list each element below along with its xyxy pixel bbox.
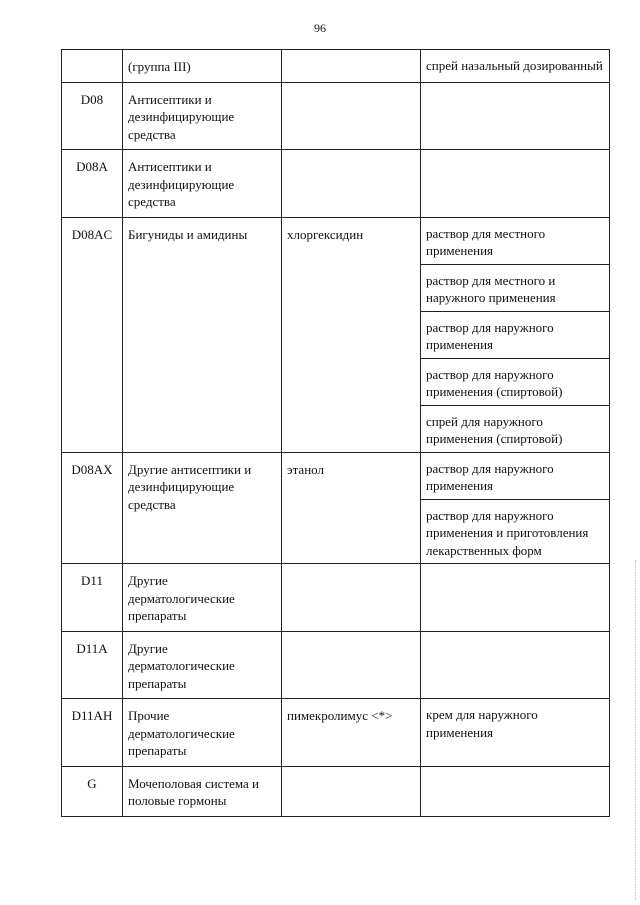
table-row	[62, 150, 610, 218]
atc-code-cell: D11AH	[62, 699, 123, 767]
atc-code-cell	[62, 50, 123, 83]
drug-classification-table	[61, 49, 610, 817]
dosage-form-cell	[421, 564, 610, 632]
group-name-cell: Мочеполовая система и половые гормоны	[123, 766, 282, 816]
atc-code-cell: D11A	[62, 631, 123, 699]
group-name-cell: (группа III)	[123, 50, 282, 83]
group-name-cell: Другие антисептики и дезинфицирующие средства	[123, 452, 282, 564]
dosage-form-cell: раствор для наружного применения	[421, 452, 610, 499]
dosage-form-cell: раствор для наружного применения (спиртовой)	[421, 358, 610, 405]
table-row	[62, 699, 610, 767]
atc-code-cell: D08A	[62, 150, 123, 218]
drug-name-cell	[282, 150, 421, 218]
table-row	[62, 217, 610, 264]
atc-code-cell: G	[62, 766, 123, 816]
dosage-form-cell: крем для наружного применения	[421, 699, 610, 767]
drug-name-cell	[282, 766, 421, 816]
dosage-form-cell: спрей для наружного применения (спиртовой)	[421, 405, 610, 452]
dosage-form-cell: спрей назальный дозированный	[421, 50, 610, 83]
atc-code-cell: D08	[62, 82, 123, 150]
scan-edge-mark	[635, 560, 638, 900]
group-name-cell: Другие дерматологические препараты	[123, 631, 282, 699]
group-name-cell: Прочие дерматологические препараты	[123, 699, 282, 767]
dosage-form-cell	[421, 631, 610, 699]
drug-name-cell	[282, 82, 421, 150]
group-name-cell: Другие дерматологические препараты	[123, 564, 282, 632]
atc-code-cell: D08AC	[62, 217, 123, 452]
dosage-form-cell: раствор для местного и наружного применения	[421, 264, 610, 311]
dosage-form-cell: раствор для наружного применения и приготовления лекарственных форм	[421, 499, 610, 564]
dosage-form-cell	[421, 766, 610, 816]
drug-name-cell: этанол	[282, 452, 421, 564]
table-row	[62, 564, 610, 632]
table-row	[62, 766, 610, 816]
page-number: 96	[314, 21, 326, 35]
group-name-cell: Антисептики и дезинфицирующие средства	[123, 150, 282, 218]
drug-name-cell	[282, 564, 421, 632]
group-name-cell: Бигуниды и амидины	[123, 217, 282, 452]
group-name-cell: Антисептики и дезинфицирующие средства	[123, 82, 282, 150]
atc-code-cell: D08AX	[62, 452, 123, 564]
dosage-form-cell: раствор для наружного применения	[421, 311, 610, 358]
table-row	[62, 82, 610, 150]
table-row	[62, 50, 610, 83]
dosage-form-cell	[421, 82, 610, 150]
atc-code-cell: D11	[62, 564, 123, 632]
drug-name-cell	[282, 50, 421, 83]
table-row	[62, 631, 610, 699]
drug-name-cell: хлоргексидин	[282, 217, 421, 452]
drug-name-cell: пимекролимус <*>	[282, 699, 421, 767]
table-row	[62, 452, 610, 499]
dosage-form-cell: раствор для местного применения	[421, 217, 610, 264]
dosage-form-cell	[421, 150, 610, 218]
drug-name-cell	[282, 631, 421, 699]
